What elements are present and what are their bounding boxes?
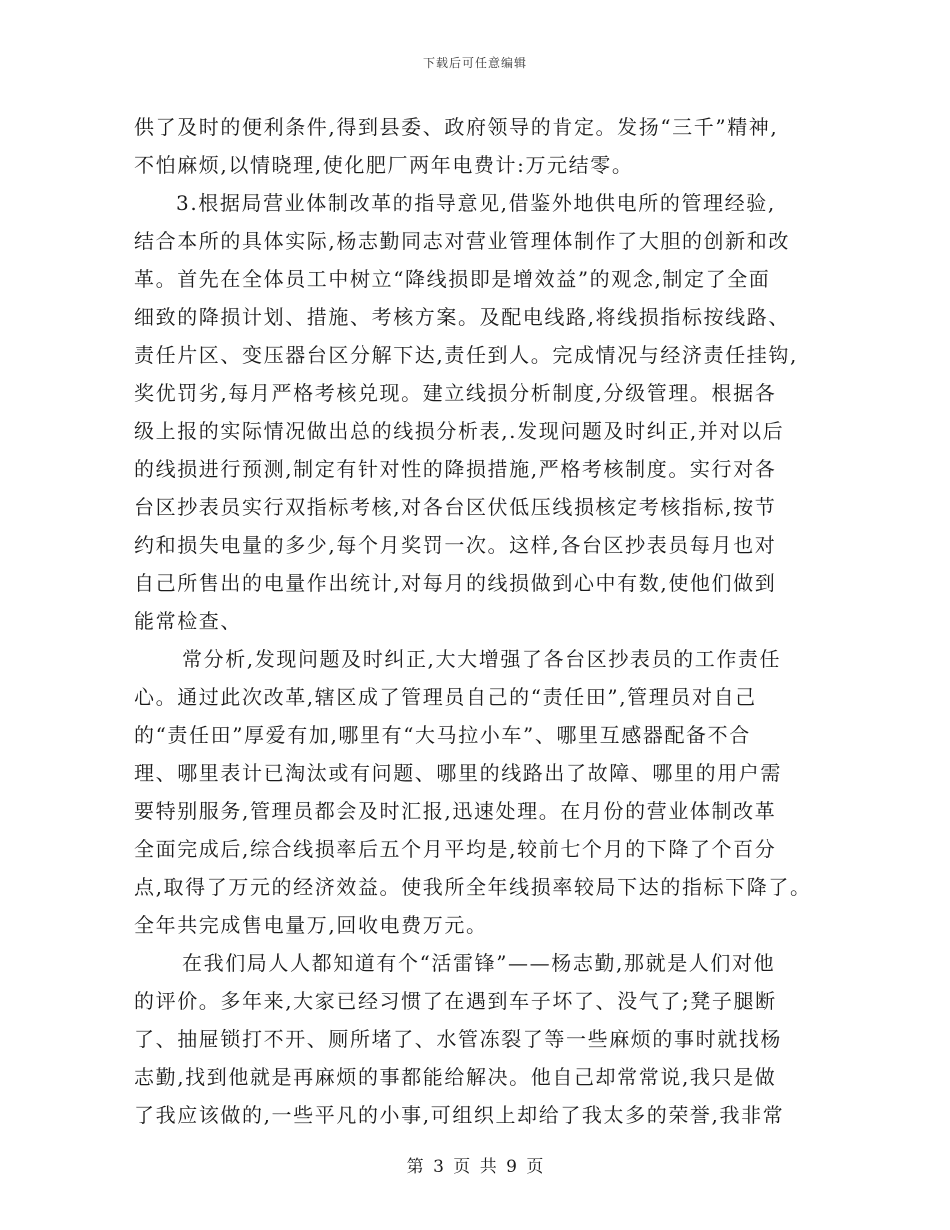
text-line: 的“责任田”厚爱有加,哪里有“大马拉小车”、哪里互感器配备不合 bbox=[134, 723, 751, 747]
text-line: 供了及时的便利条件,得到县委、政府领导的肯定。发扬“三千”精神, bbox=[134, 115, 779, 139]
page-header: 下载后可任意编辑 bbox=[422, 56, 527, 70]
text-line: 能常检查、 bbox=[134, 609, 242, 633]
text-line: 志勤,找到他就是再麻烦的事都能给解决。他自己却常常说,我只是做 bbox=[134, 1065, 777, 1089]
text-line: 自己所售出的电量作出统计,对每月的线损做到心中有数,使他们做到 bbox=[134, 571, 777, 595]
text-line: 点,取得了万元的经济效益。使我所全年线损率较局下达的指标下降了。 bbox=[134, 875, 812, 899]
text-line: 结合本所的具体实际,杨志勤同志对营业管理体制作了大胆的创新和改 bbox=[134, 229, 790, 253]
text-line: 常分析,发现问题及时纠正,大大增强了各台区抄表员的工作责任 bbox=[182, 647, 782, 671]
body-text bbox=[134, 108, 824, 1134]
text-line: 要特别服务,管理员都会及时汇报,迅速处理。在月份的营业体制改革 bbox=[134, 799, 777, 823]
text-line: 了我应该做的,一些平凡的小事,可组织上却给了我太多的荣誉,我非常 bbox=[134, 1103, 785, 1127]
text-line: 奖优罚劣,每月严格考核兑现。建立线损分析制度,分级管理。根据各 bbox=[134, 381, 777, 405]
text-line: 不怕麻烦,以情晓理,使化肥厂两年电费计:万元结零。 bbox=[134, 153, 634, 177]
text-line: 约和损失电量的多少,每个月奖罚一次。这样,各台区抄表员每月也对 bbox=[134, 533, 777, 557]
text-line: 全面完成后,综合线损率后五个月平均是,较前七个月的下降了个百分 bbox=[134, 837, 777, 861]
page-footer: 第 3 页 共 9 页 bbox=[406, 1157, 544, 1177]
text-line: 的线损进行预测,制定有针对性的降损措施,严格考核制度。实行对各 bbox=[134, 457, 777, 481]
text-line: 革。首先在全体员工中树立“降线损即是增效益”的观念,制定了全面 bbox=[134, 267, 771, 291]
text-line: 台区抄表员实行双指标考核,对各台区伏低压线损核定考核指标,按节 bbox=[134, 495, 777, 519]
text-line: 在我们局人人都知道有个“活雷锋”——杨志勤,那就是人们对他 bbox=[182, 951, 776, 975]
text-line: 理、哪里表计已淘汰或有问题、哪里的线路出了故障、哪里的用户需 bbox=[134, 761, 782, 785]
text-line: 级上报的实际情况做出总的线损分析表,.发现问题及时纠正,并对以后 bbox=[134, 419, 785, 443]
text-line: 细致的降损计划、措施、考核方案。及配电线路,将线损指标按线路、 bbox=[134, 305, 790, 329]
text-line: 3.根据局营业体制改革的指导意见,借鉴外地供电所的管理经验, bbox=[176, 191, 776, 215]
text-line: 了、抽屉锁打不开、厕所堵了、水管冻裂了等一些麻烦的事时就找杨 bbox=[134, 1027, 782, 1051]
text-line: 责任片区、变压器台区分解下达,责任到人。完成情况与经济责任挂钩, bbox=[134, 343, 798, 367]
text-line: 全年共完成售电量万,回收电费万元。 bbox=[134, 913, 488, 937]
text-line: 的评价。多年来,大家已经习惯了在遇到车子坏了、没气了;凳子腿断 bbox=[134, 989, 777, 1013]
text-line: 心。通过此次改革,辖区成了管理员自己的“责任田”,管理员对自己 bbox=[134, 685, 757, 709]
